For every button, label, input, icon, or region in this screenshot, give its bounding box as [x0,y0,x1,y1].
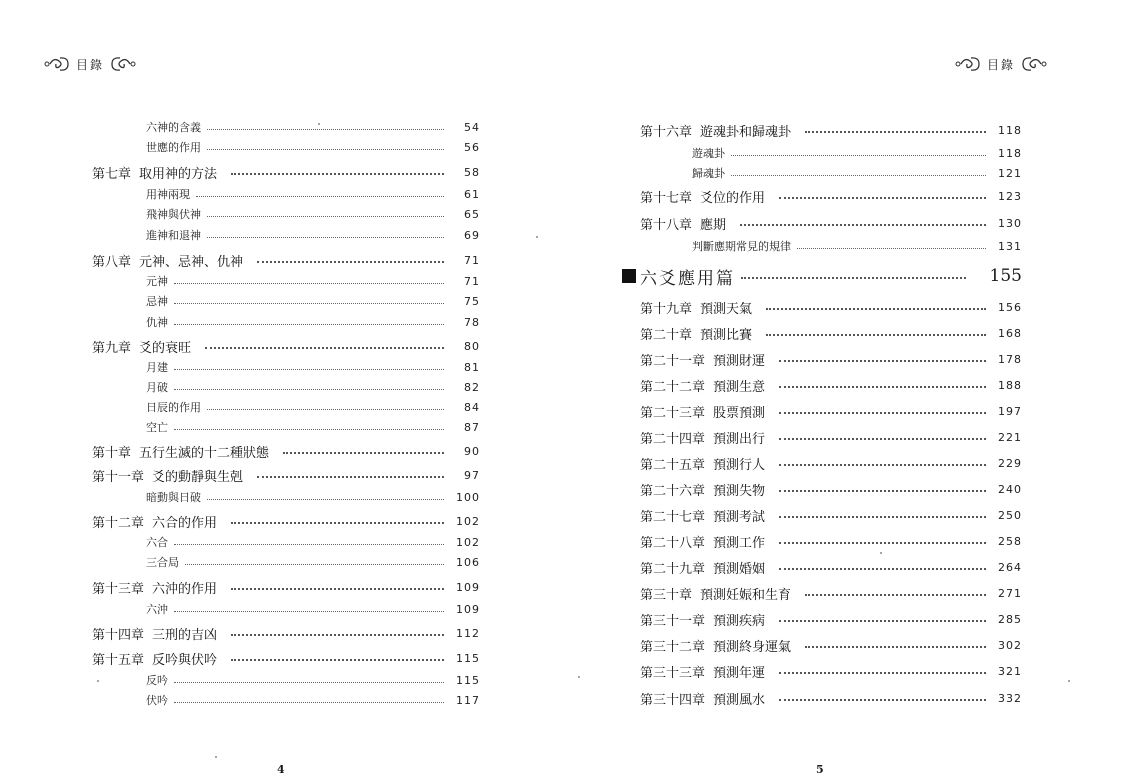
chapter-number: 第十五章 [92,652,145,668]
chapter-number: 第十七章 [640,190,693,206]
chapter-number: 第十一章 [92,469,145,485]
toc-chapter-entry [92,649,480,667]
toc-subsection-entry [146,205,480,223]
chapter-title: 爻的動靜與生剋 [152,469,244,485]
chapter-number: 第二十三章 [640,405,706,421]
dot-leader [779,464,986,466]
toc-page-number: 61 [464,187,480,201]
toc-chapter-entry [640,214,1022,232]
toc-page-number: 106 [456,555,480,569]
dot-leader [207,149,444,150]
chapter-title: 五行生滅的十二種狀態 [139,445,270,461]
toc-page-number: 80 [464,339,480,353]
dot-leader [805,131,986,133]
toc-chapter-entry [92,163,480,181]
chapter-title: 預測失物 [713,483,766,499]
chapter-title: 預測出行 [713,431,766,447]
page-number: 5 [816,763,824,776]
chapter-title: 股票預測 [713,405,766,421]
dot-leader [766,334,986,336]
toc-page-number: 78 [464,315,480,329]
dot-leader [185,564,444,565]
chapter-title: 預測年運 [713,665,766,681]
subsection-title: 歸魂卦 [692,167,725,180]
chapter-number: 第十章 [92,445,132,461]
black-square-bullet-icon [622,269,636,283]
chapter-number: 第八章 [92,254,132,270]
chapter-number: 第三十一章 [640,613,706,629]
subsection-title: 三合局 [146,556,179,569]
dot-leader [174,389,444,390]
toc-page-number: 115 [456,673,480,687]
toc-subsection-entry [146,358,480,376]
chapter-number: 第三十二章 [640,639,706,655]
chapter-title: 預測風水 [713,692,766,708]
right-page [560,0,1125,783]
dot-leader [207,237,444,238]
chapter-number: 第二十章 [640,327,693,343]
toc-page-number: 188 [998,378,1022,392]
toc-subsection-entry [146,398,480,416]
dot-leader [779,438,986,440]
subsection-title: 反吟 [146,674,168,687]
toc-page-number: 112 [456,626,480,640]
toc-chapter-entry [640,187,1022,205]
toc-chapter-entry [640,584,1022,602]
toc-page-number: 240 [998,482,1022,496]
scan-speck [318,123,320,125]
scroll-ornament-right-icon [108,55,136,73]
chapter-title: 預測考試 [713,509,766,525]
toc-chapter-entry [640,121,1022,139]
dot-leader [174,324,444,325]
chapter-number: 第十八章 [640,217,693,233]
chapter-title: 六合的作用 [152,515,218,531]
toc-subsection-entry [146,226,480,244]
dot-leader [779,672,986,674]
toc-chapter-entry [640,558,1022,576]
toc-chapter-entry [640,350,1022,368]
chapter-number: 第十三章 [92,581,145,597]
subsection-title: 日辰的作用 [146,401,201,414]
toc-page-number: 156 [998,300,1022,314]
subsection-title: 用神兩現 [146,188,190,201]
subsection-title: 伏吟 [146,694,168,707]
subsection-title: 忌神 [146,295,168,308]
chapter-title: 預測比賽 [700,327,753,343]
toc-subsection-entry [146,600,480,618]
dot-leader [779,620,986,622]
subsection-title: 暗動與日破 [146,491,201,504]
scroll-ornament-left-icon [955,55,983,73]
toc-page-number: 87 [464,420,480,434]
toc-chapter-entry [92,337,480,355]
dot-leader [207,216,444,217]
toc-page-number: 58 [464,165,480,179]
toc-page-number: 109 [456,602,480,616]
dot-leader [741,277,966,279]
scan-speck [1068,680,1070,682]
scroll-ornament-left-icon [44,55,72,73]
toc-page-number: 197 [998,404,1022,418]
chapter-number: 第七章 [92,166,132,182]
toc-page-number: 221 [998,430,1022,444]
dot-leader [779,360,986,362]
chapter-number: 第二十五章 [640,457,706,473]
toc-subsection-entry [146,533,480,551]
toc-page-number: 56 [464,140,480,154]
toc-chapter-entry [640,324,1022,342]
toc-chapter-entry [640,480,1022,498]
toc-page-number: 250 [998,508,1022,522]
chapter-number: 第二十九章 [640,561,706,577]
toc-chapter-entry [640,428,1022,446]
chapter-title: 元神、忌神、仇神 [139,254,244,270]
chapter-title: 爻的衰旺 [139,340,192,356]
dot-leader [283,452,444,454]
toc-page-number: 71 [464,253,480,267]
dot-leader [779,699,986,701]
chapter-title: 遊魂卦和歸魂卦 [700,124,792,140]
chapter-number: 第十四章 [92,627,145,643]
chapter-number: 第三十章 [640,587,693,603]
toc-page-number: 69 [464,228,480,242]
toc-page-number: 97 [464,468,480,482]
dot-leader [797,248,986,249]
chapter-title: 預測婚姻 [713,561,766,577]
chapter-title: 預測行人 [713,457,766,473]
scroll-ornament-right-icon [1019,55,1047,73]
toc-subsection-entry [146,292,480,310]
toc-page-number: 65 [464,207,480,221]
dot-leader [174,429,444,430]
dot-leader [805,646,986,648]
toc-subsection-entry [692,164,1022,182]
toc-subsection-entry [146,378,480,396]
dot-leader [174,369,444,370]
dot-leader [779,386,986,388]
toc-page-number: 90 [464,444,480,458]
toc-page-number: 271 [998,586,1022,600]
dot-leader [779,542,986,544]
toc-chapter-entry [640,636,1022,654]
header-title: 目錄 [987,57,1016,72]
toc-chapter-entry [640,532,1022,550]
toc-chapter-entry [640,298,1022,316]
dot-leader [257,261,444,263]
dot-leader [779,516,986,518]
toc-page-number: 302 [998,638,1022,652]
toc-page-number: 102 [456,514,480,528]
dot-leader [231,659,444,661]
toc-page-number: 81 [464,360,480,374]
left-page [0,0,560,783]
toc-chapter-entry [640,506,1022,524]
toc-chapter-entry [92,251,480,269]
subsection-title: 空亡 [146,421,168,434]
section-page-number: 155 [989,266,1022,286]
dot-leader [731,175,986,176]
dot-leader [779,412,986,414]
scan-speck [536,236,538,238]
chapter-number: 第十二章 [92,515,145,531]
chapter-number: 第十六章 [640,124,693,140]
toc-subsection-entry [692,144,1022,162]
toc-page-number: 258 [998,534,1022,548]
toc-page-number: 285 [998,612,1022,626]
toc-page-number: 118 [998,146,1022,160]
chapter-number: 第二十一章 [640,353,706,369]
toc-page-number: 118 [998,123,1022,137]
chapter-title: 預測天氣 [700,301,753,317]
dot-leader [766,308,986,310]
toc-page-number: 109 [456,580,480,594]
chapter-number: 第十九章 [640,301,693,317]
toc-chapter-entry [640,662,1022,680]
dot-leader [205,347,444,349]
subsection-title: 飛神與伏神 [146,208,201,221]
toc-subsection-entry [146,691,480,709]
dot-leader [779,568,986,570]
chapter-number: 第二十七章 [640,509,706,525]
right-page-header [955,55,1047,73]
left-page-header [44,55,136,73]
chapter-number: 第二十四章 [640,431,706,447]
dot-leader [231,634,444,636]
toc-page-number: 84 [464,400,480,414]
dot-leader [174,682,444,683]
dot-leader [779,197,986,199]
chapter-title: 應期 [700,217,727,233]
subsection-title: 遊魂卦 [692,147,725,160]
toc-subsection-entry [146,488,480,506]
chapter-number: 第三十四章 [640,692,706,708]
chapter-title: 預測終身運氣 [713,639,792,655]
chapter-title: 三刑的吉凶 [152,627,218,643]
chapter-title: 六沖的作用 [152,581,218,597]
dot-leader [740,224,986,226]
toc-page-number: 54 [464,120,480,134]
toc-chapter-entry [92,512,480,530]
dot-leader [174,702,444,703]
chapter-title: 預測疾病 [713,613,766,629]
toc-subsection-entry [692,237,1022,255]
subsection-title: 六合 [146,536,168,549]
chapter-title: 預測生意 [713,379,766,395]
scan-speck [880,552,882,554]
dot-leader [207,129,444,130]
dot-leader [174,303,444,304]
toc-page-number: 321 [998,664,1022,678]
scan-speck [97,680,99,682]
toc-chapter-entry [92,578,480,596]
toc-page-number: 229 [998,456,1022,470]
toc-page-number: 115 [456,651,480,665]
toc-subsection-entry [146,418,480,436]
subsection-title: 六神的含義 [146,121,201,134]
toc-chapter-entry [92,466,480,484]
chapter-title: 爻位的作用 [700,190,766,206]
page-number: 4 [277,763,285,776]
subsection-title: 月建 [146,361,168,374]
toc-subsection-entry [146,553,480,571]
dot-leader [207,409,444,410]
dot-leader [231,173,444,175]
chapter-number: 第九章 [92,340,132,356]
chapter-title: 預測妊娠和生育 [700,587,792,603]
dot-leader [207,499,444,500]
toc-page-number: 102 [456,535,480,549]
dot-leader [779,490,986,492]
subsection-title: 月破 [146,381,168,394]
toc-chapter-entry [92,624,480,642]
chapter-title: 反吟與伏吟 [152,652,218,668]
toc-chapter-entry [640,454,1022,472]
toc-chapter-entry [640,610,1022,628]
section-heading [622,264,1022,288]
chapter-number: 第二十八章 [640,535,706,551]
toc-subsection-entry [146,272,480,290]
toc-page-number: 178 [998,352,1022,366]
chapter-title: 預測工作 [713,535,766,551]
scan-speck [578,676,580,678]
chapter-number: 第三十三章 [640,665,706,681]
chapter-number: 第二十二章 [640,379,706,395]
header-title: 目錄 [76,57,105,72]
chapter-title: 取用神的方法 [139,166,218,182]
toc-page-number: 117 [456,693,480,707]
toc-page-number: 130 [998,216,1022,230]
dot-leader [805,594,986,596]
subsection-title: 元神 [146,275,168,288]
toc-page-number: 123 [998,189,1022,203]
toc-page-number: 71 [464,274,480,288]
toc-page-number: 332 [998,691,1022,705]
toc-page-number: 75 [464,294,480,308]
dot-leader [196,196,444,197]
toc-chapter-entry [92,442,480,460]
subsection-title: 進神和退神 [146,229,201,242]
dot-leader [174,544,444,545]
toc-chapter-entry [640,376,1022,394]
section-title: 六爻應用篇 [640,268,735,289]
toc-page-number: 131 [998,239,1022,253]
dot-leader [174,283,444,284]
toc-subsection-entry [146,138,480,156]
toc-chapter-entry [640,402,1022,420]
subsection-title: 仇神 [146,316,168,329]
dot-leader [174,611,444,612]
toc-subsection-entry [146,185,480,203]
subsection-title: 判斷應期常見的規律 [692,240,791,253]
dot-leader [231,588,444,590]
toc-chapter-entry [640,689,1022,707]
dot-leader [257,476,444,478]
toc-page-number: 121 [998,166,1022,180]
dot-leader [731,155,986,156]
toc-page-number: 100 [456,490,480,504]
toc-page-number: 264 [998,560,1022,574]
chapter-number: 第二十六章 [640,483,706,499]
dot-leader [231,522,444,524]
toc-subsection-entry [146,118,480,136]
chapter-title: 預測財運 [713,353,766,369]
toc-page-number: 168 [998,326,1022,340]
toc-subsection-entry [146,671,480,689]
subsection-title: 世應的作用 [146,141,201,154]
scan-speck [215,756,217,758]
toc-subsection-entry [146,313,480,331]
toc-page-number: 82 [464,380,480,394]
subsection-title: 六沖 [146,603,168,616]
